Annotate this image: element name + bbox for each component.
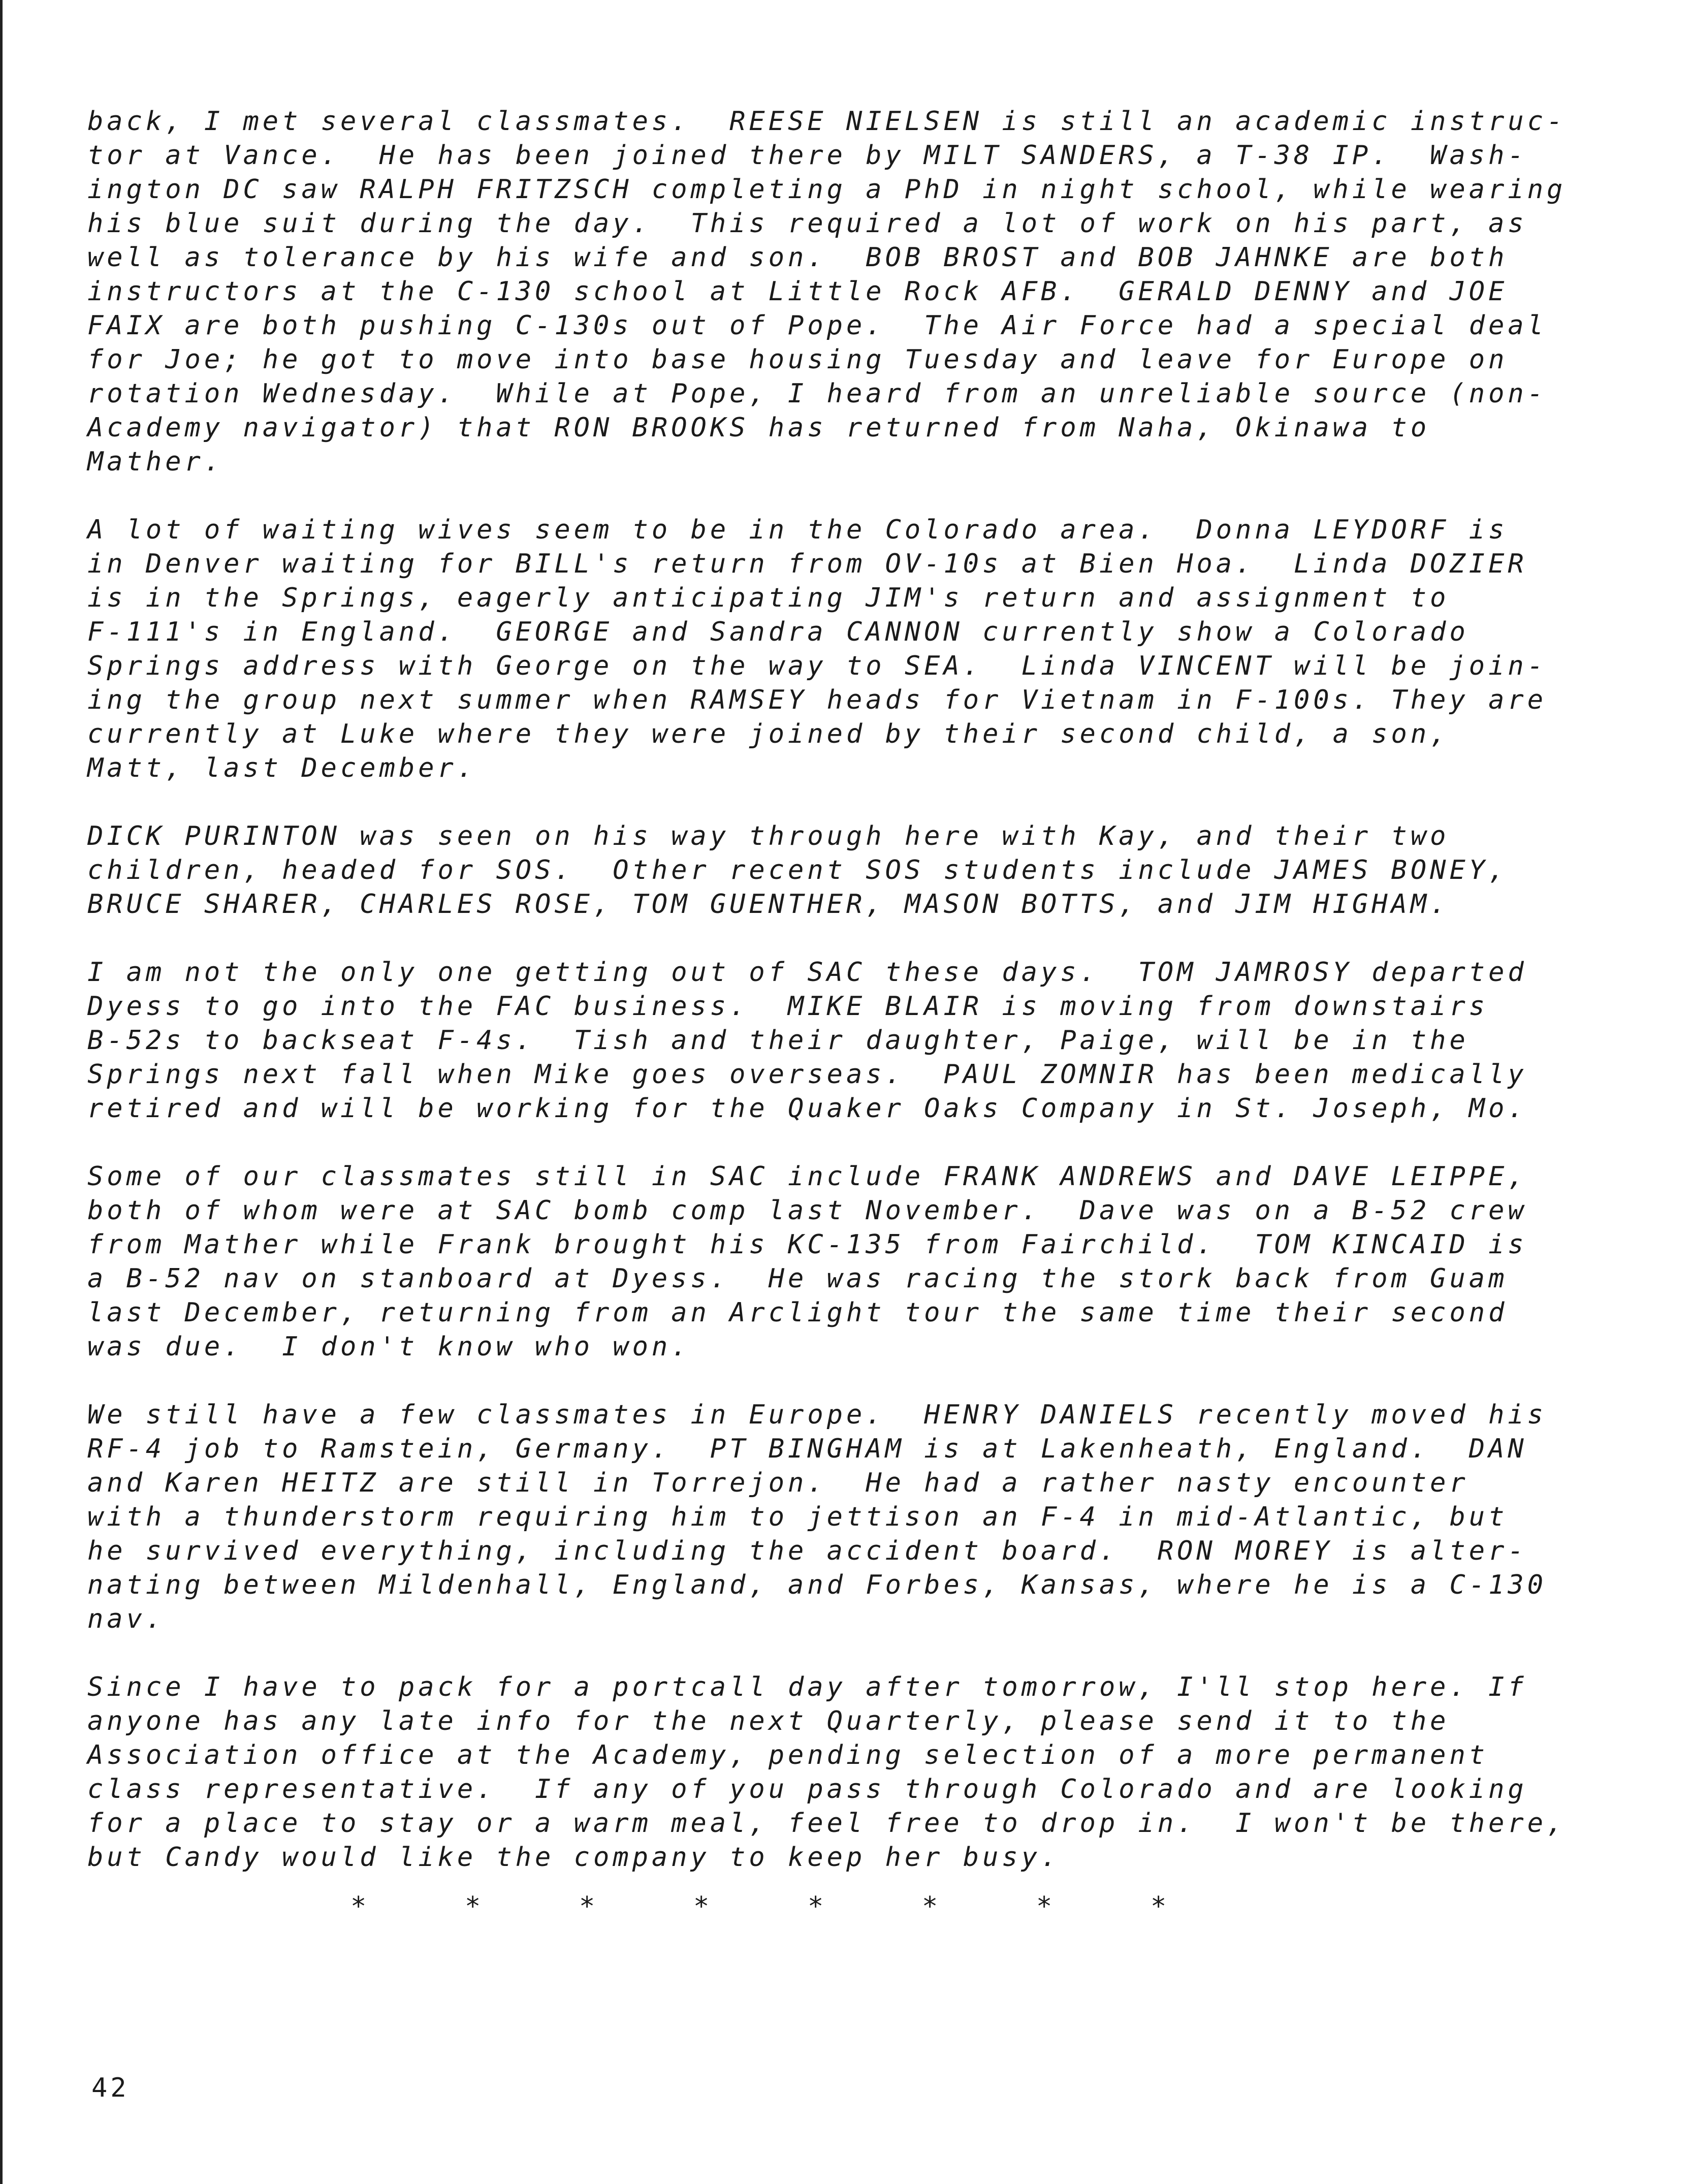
text-line: DICK PURINTON was seen on his way through here with Kay, and their two (87, 821, 1450, 851)
separator-star: * (693, 1891, 710, 1922)
text-line: his blue suit during the day. This required a lot of work on his part, as (87, 208, 1527, 239)
text-line: B-52s to backseat F-4s. Tish and their daughter, Paige, will be in the (87, 1025, 1469, 1056)
text-line: a B-52 nav on stanboard at Dyess. He was racing the stork back from Guam (87, 1263, 1508, 1294)
paragraph-6 (87, 1398, 1632, 1636)
separator-star: * (465, 1891, 481, 1922)
paragraph-4 (87, 956, 1632, 1126)
text-line: for Joe; he got to move into base housing Tuesday and leave for Europe on (87, 344, 1508, 375)
paragraph-7 (87, 1670, 1632, 1875)
paragraph-2 (87, 513, 1632, 785)
text-line: FAIX are both pushing C-130s out of Pope. The Air Force had a special deal (87, 310, 1547, 341)
text-line: in Denver waiting for BILL's return from OV-10s at Bien Hoa. Linda DOZIER (87, 549, 1527, 579)
text-line: BRUCE SHARER, CHARLES ROSE, TOM GUENTHER, MASON BOTTS, and JIM HIGHAM. (87, 889, 1450, 920)
separator-star: * (808, 1891, 824, 1922)
paragraph-3 (87, 819, 1632, 922)
text-line: tor at Vance. He has been joined there by MILT SANDERS, a T-38 IP. Wash- (87, 140, 1527, 171)
text-line: children, headed for SOS. Other recent SOS students include JAMES BONEY, (87, 855, 1508, 885)
text-line: well as tolerance by his wife and son. BOB BROST and BOB JAHNKE are both (87, 242, 1508, 273)
text-line: Springs address with George on the way to SEA. Linda VINCENT will be join- (87, 651, 1547, 681)
text-line: but Candy would like the company to keep her busy. (87, 1842, 1061, 1873)
article-body (87, 105, 1632, 1909)
text-line: with a thunderstorm requiring him to jettison an F-4 in mid-Atlantic, but (87, 1502, 1508, 1532)
separator-star: * (1036, 1891, 1052, 1922)
text-line: for a place to stay or a warm meal, feel free to drop in. I won't be there, (87, 1808, 1567, 1839)
text-line: Matt, last December. (87, 753, 477, 783)
separator-star: * (579, 1891, 595, 1922)
text-line: Dyess to go into the FAC business. MIKE BLAIR is moving from downstairs (87, 991, 1489, 1022)
separator-star: * (350, 1891, 367, 1922)
text-line: I am not the only one getting out of SAC these days. TOM JAMROSY departed (87, 957, 1527, 988)
separator-star: * (1151, 1891, 1167, 1922)
text-line: was due. I don't know who won. (87, 1332, 691, 1362)
separator-star: * (922, 1891, 938, 1922)
text-line: ington DC saw RALPH FRITZSCH completing a PhD in night school, while wearing (87, 174, 1567, 205)
text-line: back, I met several classmates. REESE NIELSEN is still an academic instruc- (87, 106, 1567, 137)
text-line: is in the Springs, eagerly anticipating JIM's return and assignment to (87, 583, 1450, 613)
text-line: Some of our classmates still in SAC include FRANK ANDREWS and DAVE LEIPPE, (87, 1161, 1527, 1192)
text-line: he survived everything, including the accident board. RON MOREY is alter- (87, 1536, 1527, 1566)
text-line: Springs next fall when Mike goes overseas. PAUL ZOMNIR has been medically (87, 1059, 1527, 1090)
text-line: instructors at the C-130 school at Little Rock AFB. GERALD DENNY and JOE (87, 276, 1508, 307)
text-line: A lot of waiting wives seem to be in the Colorado area. Donna LEYDORF is (87, 515, 1508, 545)
text-line: both of whom were at SAC bomb comp last November. Dave was on a B-52 crew (87, 1195, 1527, 1226)
text-line: RF-4 job to Ramstein, Germany. PT BINGHAM is at Lakenheath, England. DAN (87, 1434, 1527, 1464)
text-line: nating between Mildenhall, England, and Forbes, Kansas, where he is a C-130 (87, 1570, 1547, 1600)
text-line: F-111's in England. GEORGE and Sandra CANNON currently show a Colorado (87, 617, 1469, 647)
text-line: class representative. If any of you pass through Colorado and are looking (87, 1774, 1527, 1805)
text-line: rotation Wednesday. While at Pope, I heard from an unreliable source (non- (87, 378, 1547, 409)
text-line: Association office at the Academy, pending selection of a more permanent (87, 1740, 1489, 1770)
text-line: We still have a few classmates in Europe. HENRY DANIELS recently moved his (87, 1400, 1547, 1430)
text-line: anyone has any late info for the next Quarterly, please send it to the (87, 1706, 1450, 1736)
text-line: last December, returning from an Arclight tour the same time their second (87, 1297, 1508, 1328)
text-line: nav. (87, 1604, 166, 1634)
page-edge (0, 0, 3, 2184)
text-line: Academy navigator) that RON BROOKS has returned from Naha, Okinawa to (87, 413, 1430, 443)
text-line: Mather. (87, 447, 224, 477)
paragraph-5 (87, 1160, 1632, 1364)
text-line: and Karen HEITZ are still in Torrejon. He had a rather nasty encounter (87, 1468, 1469, 1498)
text-line: retired and will be working for the Quaker Oaks Company in St. Joseph, Mo. (87, 1093, 1527, 1124)
section-separator (350, 1890, 1265, 1924)
paragraph-1 (87, 105, 1632, 479)
page-number: 42 (91, 2073, 130, 2103)
text-line: currently at Luke where they were joined by their second child, a son, (87, 719, 1450, 749)
text-line: from Mather while Frank brought his KC-135 from Fairchild. TOM KINCAID is (87, 1229, 1527, 1260)
text-line: Since I have to pack for a portcall day after tomorrow, I'll stop here. If (87, 1672, 1527, 1702)
text-line: ing the group next summer when RAMSEY heads for Vietnam in F-100s. They are (87, 685, 1547, 715)
